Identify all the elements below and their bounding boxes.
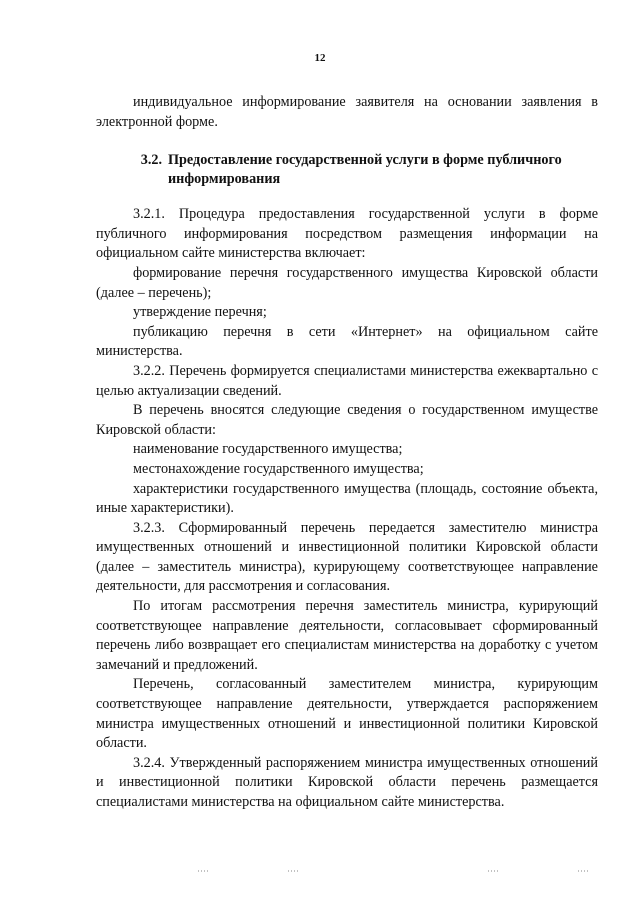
paragraph-3-2-3: 3.2.3. Сформированный перечень передается заместителю министра имущественных отношений и инвестиционной политики Кировской области (далее – заместитель министра), курирующему соответствующее направление деятельности, для рассмотрения и согласования. [96,519,598,595]
paragraph-3-2-2: 3.2.2. Перечень формируется специалистами министерства ежеквартально с целью актуализации сведений. [96,362,598,399]
list-item-location: местонахождение государственного имущества; [133,460,424,477]
scan-specks [0,870,640,880]
paragraph-intro: индивидуальное информирование заявителя на основании заявления в электронной форме. [96,94,598,130]
document-body [96,93,598,813]
scan-speck [198,870,210,872]
scan-speck [578,870,590,872]
scan-speck [488,870,500,872]
section-number: 3.2. [140,152,162,169]
list-item-approval: утверждение перечня; [133,304,267,321]
page-number: 12 [314,52,326,64]
paragraph-approval: Перечень, согласованный заместителем министра, курирующим соответствующее направление деятельности, утверждается распоряжением министра имущественных отношений и инвестиционной политики Кировской области. [96,676,598,752]
paragraph-3-2-1: 3.2.1. Процедура предоставления государственной услуги в форме публичного информирования посредством размещения информации на официальном сайте министерства включает: [96,206,598,262]
paragraph-3-2-4: 3.2.4. Утвержденный распоряжением министра имущественных отношений и инвестиционной политики Кировской области перечень размещается специалистами министерства на официальном сайте министерства. [96,754,598,810]
paragraph-review: По итогам рассмотрения перечня заместитель министра, курирующий соответствующее направление деятельности, согласовывает сформированный перечень либо возвращает его специалистам министерства на доработку с учетом замечаний и предложений. [96,598,598,673]
section-title: Предоставление государственной услуги в форме публичного информирования [168,152,562,188]
list-item-publication: публикацию перечня в сети «Интернет» на официальном сайте министерства. [96,323,598,360]
list-item-formation: формирование перечня государственного имущества Кировской области (далее – перечень); [96,264,598,301]
paragraph-list-intro: В перечень вносятся следующие сведения о государственном имуществе Кировской области: [96,402,598,438]
list-item-characteristics: характеристики государственного имущества (площадь, состояние объекта, иные характеристики). [96,480,598,517]
section-heading [96,151,598,189]
list-item-name: наименование государственного имущества; [133,441,403,458]
scan-speck [288,870,300,872]
